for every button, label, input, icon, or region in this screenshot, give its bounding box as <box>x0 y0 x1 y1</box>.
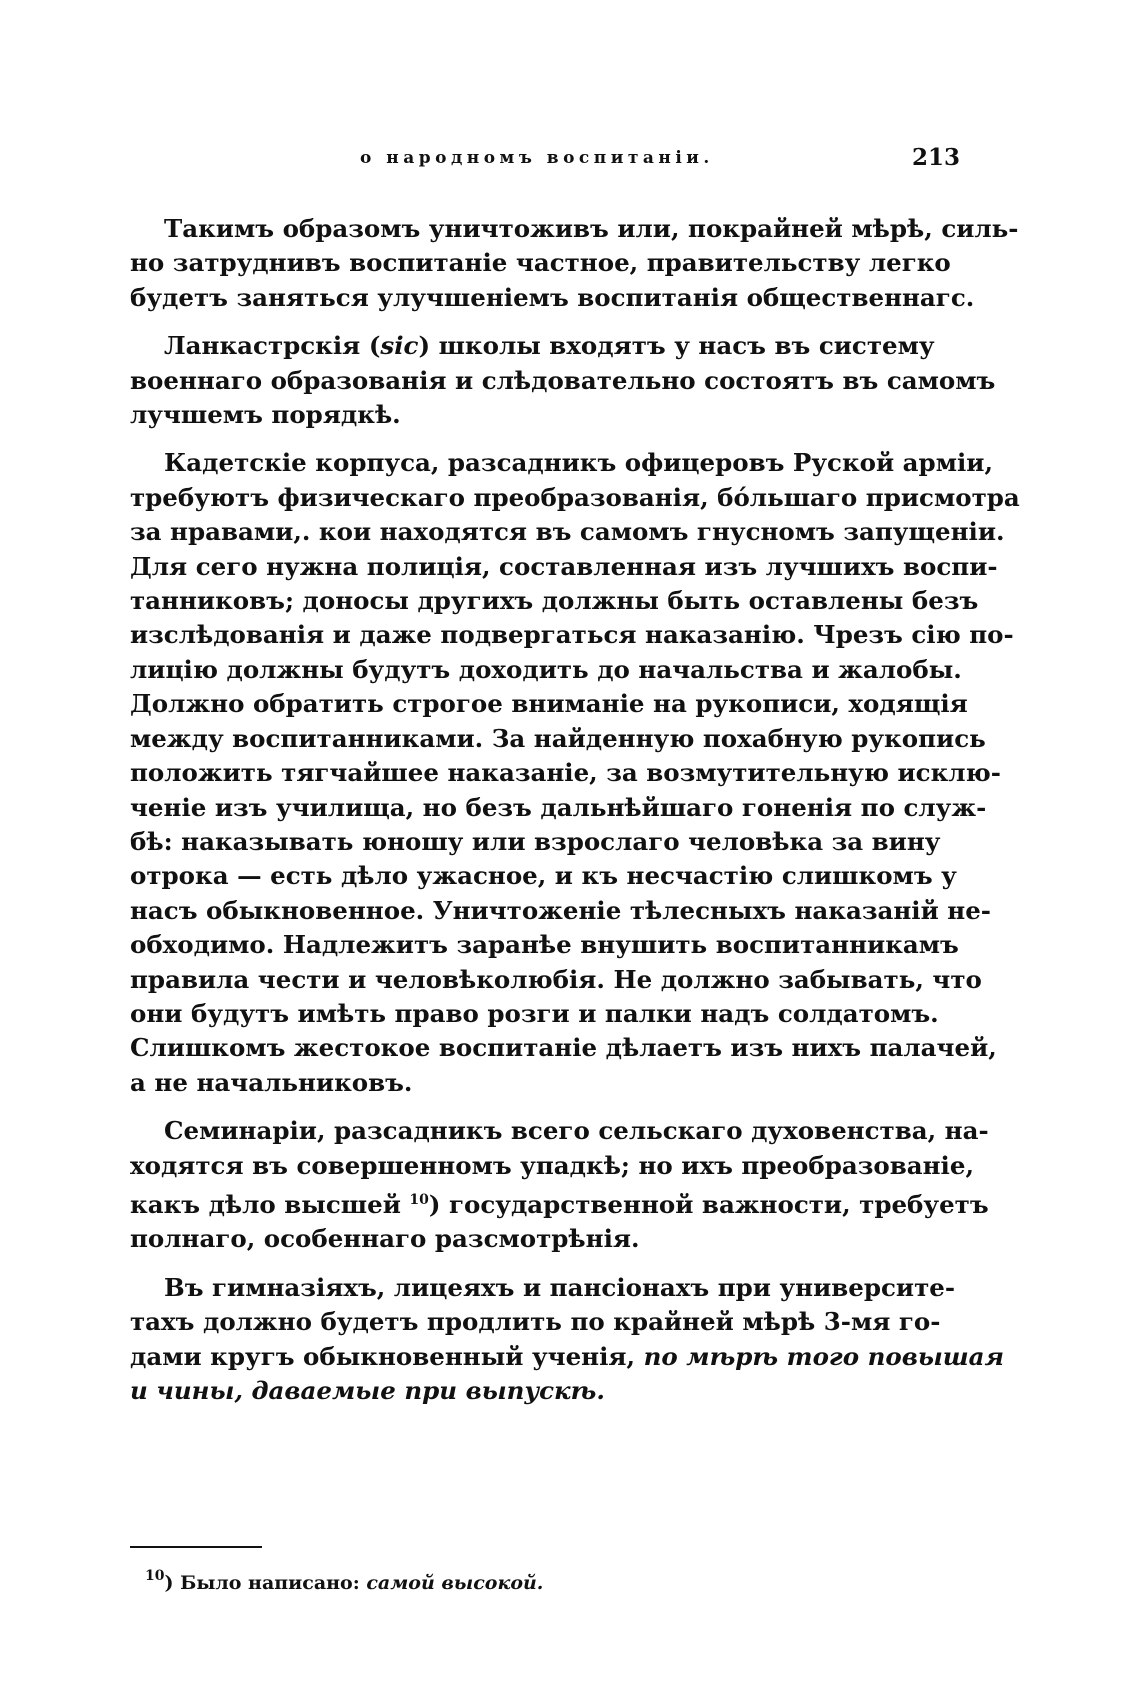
paragraph-2 <box>130 329 996 432</box>
text-line <box>130 1374 960 1408</box>
text-line: ченіе изъ училища, но безъ дальнѣйшаго гоненія по служ- <box>130 792 987 822</box>
text-line: лицію должны будутъ доходить до начальства и жалобы. <box>130 654 962 684</box>
paragraph-3 <box>130 446 1020 1100</box>
text-line: а не начальниковъ. <box>130 1067 413 1097</box>
page-header <box>130 144 960 178</box>
text-segment: ) школы входятъ у насъ въ систему <box>418 331 935 361</box>
paragraph-5 <box>130 1271 1005 1409</box>
text-line: бѣ: наказывать юношу или взрослаго человѣка за вину <box>130 826 941 856</box>
text-line: но затруднивъ воспитаніе частное, правительству легко <box>130 248 951 278</box>
text-line: положить тягчайшее наказаніе, за возмутительную исклю- <box>130 758 1001 788</box>
italic-sic: sic <box>380 331 419 361</box>
text-line: требуютъ физическаго преобразованія, бо́льшаго присмотра <box>130 482 1020 512</box>
italic-phrase: по мѣрѣ того повышая <box>643 1341 1005 1371</box>
text-line: за нравами,. кои находятся въ самомъ гнусномъ запущеніи. <box>130 517 1005 547</box>
text-line: изслѣдованія и даже подвергаться наказанію. Чрезъ сію по- <box>130 620 1014 650</box>
text-line <box>130 1183 989 1222</box>
text-line: полнаго, особеннаго разсмотрѣнія. <box>130 1224 640 1254</box>
text-line: Такимъ образомъ уничтоживъ или, покрайней мѣрѣ, силь- <box>164 214 1019 243</box>
running-title: о народномъ воспитаніи. <box>360 148 714 168</box>
paragraph-1 <box>130 212 1019 315</box>
footnote-divider <box>130 1546 262 1548</box>
text-line: танниковъ; доносы другихъ должны быть оставлены безъ <box>130 586 979 616</box>
text-segment: дами кругъ обыкновенный ученія, <box>130 1341 644 1371</box>
text-line <box>130 1340 1005 1374</box>
text-line: Въ гимназіяхъ, лицеяхъ и пансіонахъ при университе- <box>164 1272 956 1302</box>
text-line: отрока — есть дѣло ужасное, и къ несчастію слишкомъ у <box>130 861 957 891</box>
text-line: Семинаріи, разсадникъ всего сельскаго духовенства, на- <box>164 1116 989 1146</box>
footnote-marker: 10 <box>145 1568 165 1584</box>
footnote-text: ) Было написано: <box>164 1572 367 1594</box>
text-line: военнаго образованія и слѣдовательно состоятъ въ самомъ <box>130 365 996 395</box>
text-line: они будутъ имѣть право розги и палки надъ солдатомъ. <box>130 998 939 1028</box>
text-line: Слишкомъ жестокое воспитаніе дѣлаетъ изъ нихъ палачей, <box>130 1033 997 1063</box>
text-line: ходятся въ совершенномъ упадкѣ; но ихъ преобразованіе, <box>130 1150 974 1180</box>
text-line: тахъ должно будетъ продлить по крайней мѣрѣ 3-мя го- <box>130 1307 941 1337</box>
text-line: Кадетскіе корпуса, разсадникъ офицеровъ Руской арміи, <box>164 448 993 478</box>
text-line: Для сего нужна полиція, составленная изъ лучшихъ воспи- <box>130 551 998 581</box>
page-body <box>130 212 1020 1422</box>
text-line: насъ обыкновенное. Уничтоженіе тѣлесныхъ наказаній не- <box>130 895 991 925</box>
text-line: Должно обратить строгое вниманіе на рукописи, ходящія <box>130 689 968 719</box>
text-line: между воспитанниками. За найденную похабную рукопись <box>130 723 986 753</box>
text-segment: Ланкастрскія ( <box>164 331 381 361</box>
text-line: лучшемъ порядкѣ. <box>130 400 401 430</box>
text-segment: ) государственной важности, требуетъ <box>428 1189 989 1219</box>
page-number: 213 <box>911 144 960 171</box>
footnote-reference[interactable]: 10 <box>409 1191 429 1208</box>
text-line: правила чести и человѣколюбія. Не должно забывать, что <box>130 964 982 994</box>
paragraph-4 <box>130 1114 989 1257</box>
footnote <box>145 1568 543 1594</box>
text-segment: какъ дѣло высшей <box>130 1189 410 1219</box>
text-line: обходимо. Надлежитъ заранѣе внушить воспитанникамъ <box>130 930 959 960</box>
italic-phrase: и чины, даваемые при выпускѣ. <box>130 1376 605 1405</box>
footnote-italic: самой высокой. <box>366 1572 544 1594</box>
text-line: будетъ заняться улучшеніемъ воспитанія общественнагс. <box>130 282 975 312</box>
text-line <box>130 329 960 363</box>
